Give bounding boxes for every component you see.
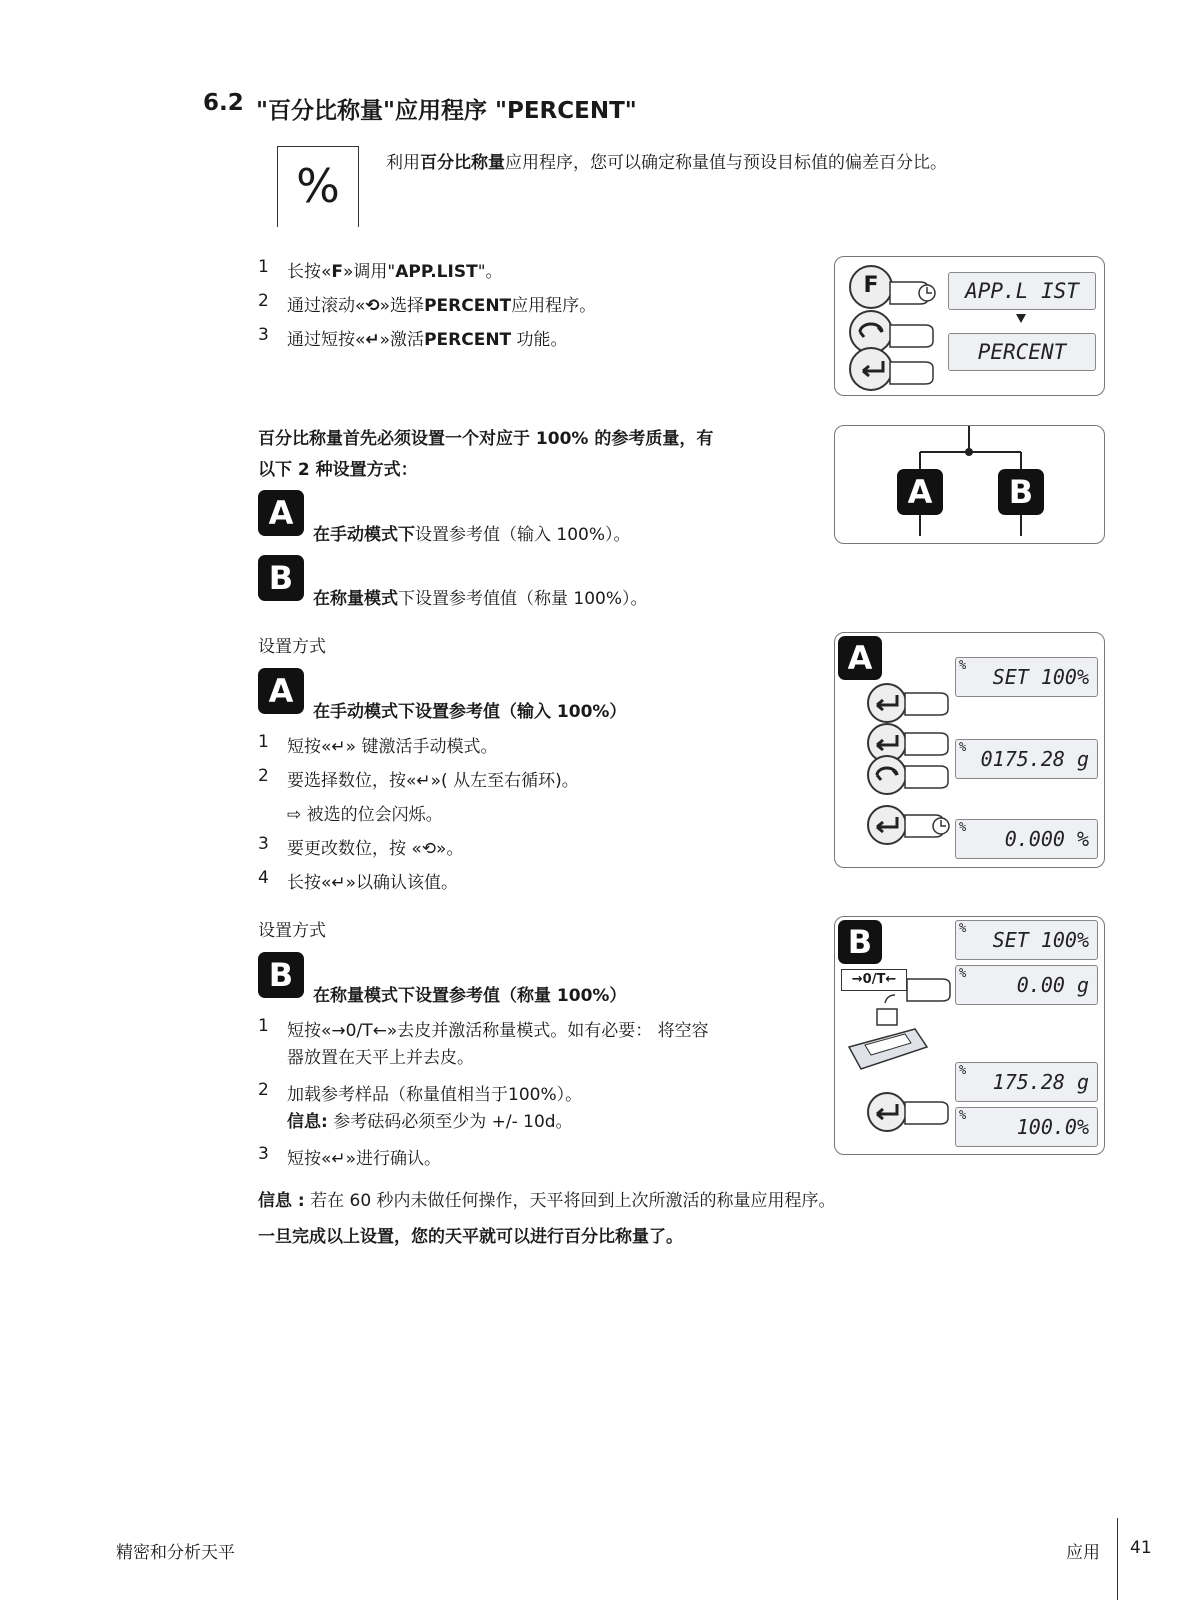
figure-mode-tree	[834, 425, 1105, 544]
info-label: 信息 :	[258, 1191, 305, 1211]
fig-b-badge: B	[838, 920, 882, 964]
lcd-value-edit	[955, 739, 1098, 779]
step-number: 1	[258, 732, 269, 752]
final-statement: 一旦完成以上设置，您的天平就可以进行百分比称量了。	[258, 1227, 683, 1247]
method-a-heading: 在手动模式下设置参考值（输入 100%）	[313, 702, 627, 722]
step-text: 短按«→0/T←»去皮并激活称量模式。如有必要： 将空容	[287, 1021, 709, 1041]
mode-a-bold: 在手动模式下	[313, 525, 415, 545]
scroll-key-icon: ⟲	[365, 296, 380, 316]
lcd-text: SET 100%	[992, 665, 1089, 689]
footer-chapter: 应用	[1066, 1543, 1100, 1563]
intro-pre: 利用	[386, 153, 420, 173]
info-timeout	[258, 1186, 836, 1211]
method-b-step-3	[258, 1144, 798, 1168]
lcd-tare-zero	[955, 965, 1098, 1005]
percent-unit-icon: %	[959, 740, 967, 754]
lcd-text: 100.0%	[1016, 1115, 1089, 1139]
percent-unit-icon: %	[959, 1108, 967, 1122]
percent-unit-icon: %	[959, 966, 967, 980]
step-number: 2	[258, 291, 269, 311]
method-a-step-1	[258, 732, 798, 756]
ref-intro-line2: 以下 2 种设置方式：	[258, 460, 418, 480]
figure-method-b	[834, 916, 1105, 1155]
method-b-step-2	[258, 1080, 798, 1130]
f-key-label: F	[863, 273, 879, 298]
lcd-set-100	[955, 657, 1098, 697]
step-text: 参考砝码必须至少为 +/- 10d。	[327, 1112, 573, 1132]
tree-badge-a: A	[897, 469, 943, 515]
lcd-percent: PERCENT	[948, 333, 1096, 371]
section-title: "百分比称量"应用程序 "PERCENT"	[256, 98, 637, 124]
percent-unit-icon: %	[959, 658, 967, 672]
lcd-text: 0175.28 g	[980, 747, 1089, 771]
figure-method-a	[834, 632, 1105, 868]
badge-a: A	[258, 490, 304, 536]
lcd-text: 0.000 %	[1004, 827, 1089, 851]
footer-divider	[1117, 1518, 1118, 1600]
step-text: 短按«↵» 键激活手动模式。	[287, 737, 498, 757]
step-number: 3	[258, 1144, 269, 1164]
method-a-badge: A	[258, 668, 304, 714]
step-number: 1	[258, 257, 269, 277]
intro-post: 应用程序，您可以确定称量值与预设目标值的偏差百分比。	[505, 153, 947, 173]
step-text: 加载参考样品（称量值相当于100%）。	[287, 1085, 583, 1105]
step-text: 通过短按«	[287, 330, 366, 350]
step-text: ⇨ 被选的位会闪烁。	[287, 805, 443, 825]
branch-diagram	[835, 426, 1104, 543]
lcd-app-list: APP.L IST	[948, 272, 1096, 310]
step-text: 要选择数位，按«↵»( 从左至右循环)。	[287, 771, 579, 791]
step-text: »调用"	[343, 262, 396, 282]
step-number: 3	[258, 834, 269, 854]
info-label: 信息:	[287, 1112, 328, 1132]
fig-a-badge: A	[838, 636, 882, 680]
intro-text	[386, 148, 947, 173]
lcd-text: SET 100%	[992, 928, 1089, 952]
mode-b-text	[313, 584, 648, 609]
mode-b-rest: 下设置参考值值（称量 100%）。	[398, 589, 648, 609]
step-text: 功能。	[511, 330, 568, 350]
step-text: 器放置在天平上并去皮。	[287, 1048, 474, 1068]
page-number: 41	[1130, 1538, 1152, 1558]
footer-book-title: 精密和分析天平	[116, 1543, 235, 1563]
start-step-1	[258, 257, 798, 281]
lcd-text: 0.00 g	[1016, 973, 1089, 997]
lcd-text: 175.28 g	[992, 1070, 1089, 1094]
section-number: 6.2	[203, 90, 244, 116]
lcd-hundred-percent	[955, 1107, 1098, 1147]
method-a-step-3	[258, 834, 798, 858]
lcd-sample-weight	[955, 1062, 1098, 1102]
info-text: 若在 60 秒内未做任何操作，天平将回到上次所激活的称量应用程序。	[304, 1191, 836, 1211]
mode-a-rest: 设置参考值（输入 100%）。	[415, 525, 631, 545]
lcd-zero-percent	[955, 819, 1098, 859]
step-number: 2	[258, 1080, 269, 1100]
method-b-badge: B	[258, 952, 304, 998]
step-text: 长按«↵»以确认该值。	[287, 873, 459, 893]
method-a-step-result	[258, 800, 798, 824]
ref-intro-line1: 百分比称量首先必须设置一个对应于 100% 的参考质量，有	[258, 429, 714, 449]
figure-app-select	[834, 256, 1105, 396]
step-bold: APP.LIST	[395, 262, 478, 282]
percent-unit-icon: %	[959, 820, 967, 834]
step-number: 4	[258, 868, 269, 888]
step-number: 2	[258, 766, 269, 786]
percent-icon: %	[296, 159, 340, 213]
mode-a-text	[313, 520, 631, 545]
f-key-icon: F	[331, 262, 344, 282]
mode-b-bold: 在称量模式	[313, 589, 398, 609]
lcd-set-100	[955, 920, 1098, 960]
method-b-heading: 在称量模式下设置参考值（称量 100%）	[313, 986, 627, 1006]
tree-badge-b: B	[998, 469, 1044, 515]
percent-unit-icon: %	[959, 921, 967, 935]
badge-b: B	[258, 555, 304, 601]
step-text: 长按«	[287, 262, 332, 282]
step-text: »激活	[379, 330, 425, 350]
step-bold: PERCENT	[424, 296, 512, 316]
method-a-step-2	[258, 766, 798, 790]
percent-app-icon	[277, 146, 359, 227]
intro-bold: 百分比称量	[420, 153, 505, 173]
percent-unit-icon: %	[959, 1063, 967, 1077]
step-number: 3	[258, 325, 269, 345]
method-a-step-4	[258, 868, 798, 892]
method-a-label: 设置方式	[258, 637, 326, 657]
start-step-3	[258, 325, 798, 349]
step-text: »选择	[379, 296, 425, 316]
step-text: 应用程序。	[511, 296, 597, 316]
method-b-step-1	[258, 1016, 798, 1066]
start-step-2	[258, 291, 798, 315]
step-text: 要更改数位，按 «⟲»。	[287, 839, 464, 859]
method-b-label: 设置方式	[258, 921, 326, 941]
step-text: 通过滚动«	[287, 296, 366, 316]
step-bold: PERCENT	[424, 330, 512, 350]
step-text: 短按«↵»进行确认。	[287, 1149, 442, 1169]
step-text: "。	[477, 262, 503, 282]
step-number: 1	[258, 1016, 269, 1036]
tare-key: →0/T←	[841, 969, 907, 991]
enter-key-icon: ↵	[365, 330, 380, 350]
